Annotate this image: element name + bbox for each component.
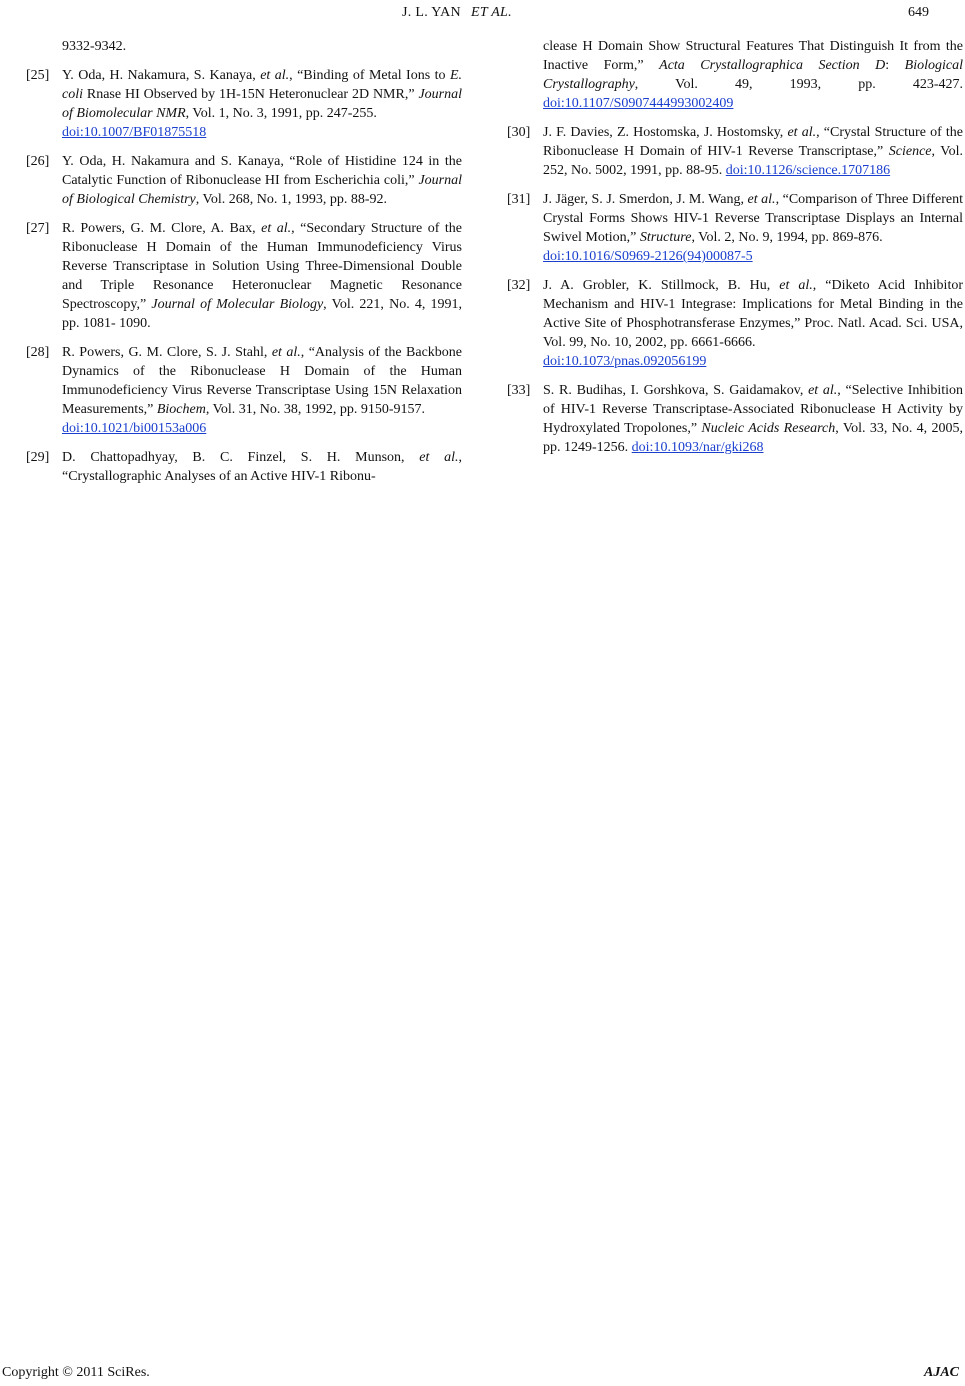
page-footer [0,1363,965,1383]
doi-link[interactable]: doi:10.1021/bi00153a006 [62,421,207,436]
journal-name: Biological Crystallography [543,58,963,92]
journal-name: Structure [639,230,692,245]
doi-link[interactable]: doi:10.1126/science.1707186 [725,163,891,178]
reference-number: [27] [26,221,50,236]
doi-link[interactable]: doi:10.1093/nar/gki268 [631,440,764,455]
journal-name: Acta Crystallographica Section D [659,58,886,73]
reference-continuation [507,37,963,113]
reference-number: [32] [507,278,531,293]
reference-text: S. R. Budihas, I. Gorshkova, S. Gaidamakov, et al., “Selective Inhibition of HIV-1 Reverse Transcriptase-Associated Ribonuclease H Activity by Hydroxylated Tropolones,” Nucleic Acids Research, Vol. 33, No. 4, 2005, pp. 1249-1256. doi:10.1093/nar/gki268 [543,383,963,455]
running-head-authors: J. L. YAN ET AL. [402,5,512,20]
reference-text: R. Powers, G. M. Clore, A. Bax, et al., “Secondary Structure of the Ribonuclease H Domain of the Human Immunodeficiency Virus Reverse Transcriptase in Solution Using Three-Dimensional Double and Triple Resonance Heteronuclear Magnetic Resonance Spectroscopy,” Journal of Molecular Biology, Vol. 221, No. 4, 1991, pp. 1081- 1090. [62,221,462,331]
journal-name: Journal of Biomolecular NMR [62,87,462,121]
journal-name: Nucleic Acids Research [701,421,836,436]
journal-name: Science [888,144,932,159]
journal-name: Journal of Molecular Biology [151,297,324,312]
reference-32 [507,276,963,371]
reference-number: [28] [26,345,50,360]
doi-link[interactable]: doi:10.1007/BF01875518 [62,125,207,140]
reference-30 [507,123,963,180]
reference-number: [30] [507,125,531,140]
reference-number: [31] [507,192,531,207]
reference-text: J. F. Davies, Z. Hostomska, J. Hostomsky, et al., “Crystal Structure of the Ribonuclease H Domain of HIV-1 Reverse Transcriptase,” Science, Vol. 252, No. 5002, 1991, pp. 88-95. doi:10.1126/science.1707186 [543,125,963,178]
journal-abbreviation: AJAC [923,1365,959,1380]
reference-text: clease H Domain Show Structural Features That Distinguish It from the Inactive Form,” Acta Crystallographica Section D: Biological Crystallography, Vol. 49, 1993, pp. 423-427. doi:10.1107/S0907444993002409 [543,39,963,111]
reference-33 [507,381,963,457]
reference-25 [26,66,462,142]
doi-link[interactable]: doi:10.1073/pnas.092056199 [543,354,707,369]
reference-text: R. Powers, G. M. Clore, S. J. Stahl, et al., “Analysis of the Backbone Dynamics of the Ribonuclease H Domain of the Human Immunodeficiency Virus Reverse Transcriptase Using 15N Relaxation Measurements,” Biochem, Vol. 31, No. 38, 1992, pp. 9150-9157. doi:10.1021/bi00153a006 [62,345,463,436]
reference-text: J. Jäger, S. J. Smerdon, J. M. Wang, et al., “Comparison of Three Different Crystal Forms Shows HIV-1 Reverse Transcriptase Displays an Internal Swivel Motion,” Structure, Vol. 2, No. 9, 1994, pp. 869-876. doi:10.1016/S0969-2126(94)00087-5 [543,192,963,264]
reference-text: D. Chattopadhyay, B. C. Finzel, S. H. Munson, et al., “Crystallographic Analyses of an Active HIV-1 Ribonu- [62,450,463,484]
reference-number: [26] [26,154,50,169]
reference-29 [26,448,462,486]
right-column [507,37,963,467]
reference-text: J. A. Grobler, K. Stillmock, B. Hu, et al., “Diketo Acid Inhibitor Mechanism and HIV-1 Integrase: Implications for Metal Binding in the Active Site of Phosphotransferase Enzymes,” Proc. Natl. Acad. Sci. USA, Vol. 99, No. 10, 2002, pp. 6661-6666. doi:10.1073/pnas.092056199 [543,278,963,369]
reference-26 [26,152,462,209]
page-number: 649 [908,5,929,20]
reference-text: Y. Oda, H. Nakamura and S. Kanaya, “Role of Histidine 124 in the Catalytic Function of Ribonuclease HI from Escherichia coli,” Journal of Biological Chemistry, Vol. 268, No. 1, 1993, pp. 88-92. [62,154,462,207]
reference-27 [26,219,462,333]
journal-name: Journal of Biological Chemistry [62,173,462,207]
reference-text: Y. Oda, H. Nakamura, S. Kanaya, et al., “Binding of Metal Ions to E. coli Rnase HI Observed by 1H-15N Heteronuclear 2D NMR,” Journal of Biomolecular NMR, Vol. 1, No. 3, 1991, pp. 247-255. doi:10.1007/BF01875518 [62,68,462,140]
doi-link[interactable]: doi:10.1016/S0969-2126(94)00087-5 [543,249,753,264]
running-head-etal: ET AL. [470,5,512,20]
reference-number: [29] [26,450,50,465]
reference-31 [507,190,963,266]
running-head [0,2,965,24]
reference-continuation [26,37,462,56]
reference-number: [25] [26,68,50,83]
reference-28 [26,343,462,438]
copyright-notice: Copyright © 2011 SciRes. [2,1365,150,1380]
reference-number: [33] [507,383,531,398]
journal-name: Biochem [156,402,206,417]
doi-link[interactable]: doi:10.1107/S0907444993002409 [543,96,734,111]
reference-text: 9332-9342. [62,39,127,54]
left-column [26,37,462,496]
